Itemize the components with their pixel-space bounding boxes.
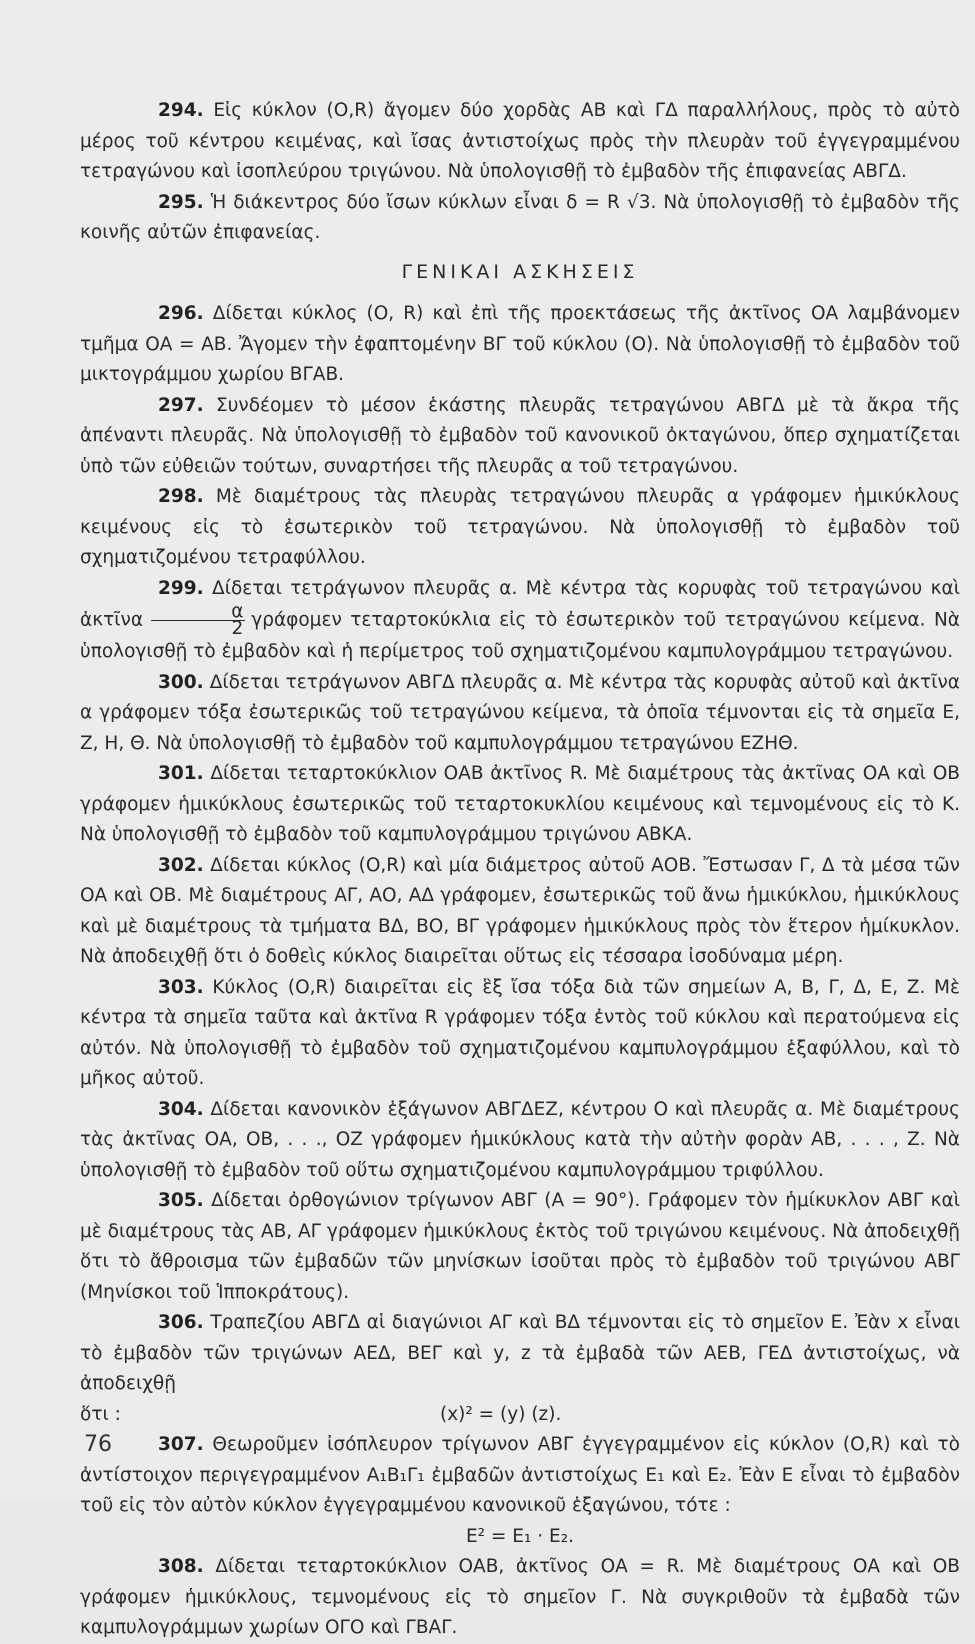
exercise-number: 297. (158, 394, 204, 416)
exercise-299 (80, 574, 960, 668)
exercise-number: 303. (158, 976, 204, 998)
exercise-text: γράφομεν τεταρτοκύκλια εἰς τὸ ἐσωτερικὸν τοῦ τετραγώνου κείμενα. Νὰ ὑπολογισθῇ τὸ ἐμβαδὸν καὶ ἡ περίμετρος τοῦ σχηματιζομένου καμπυλογράμμου τετραγώνου. (80, 609, 960, 662)
exercise-305 (80, 1186, 960, 1308)
exercise-number: 308. (158, 1556, 204, 1577)
exercise-text: Δίδεται κανονικὸν ἑξάγωνον ΑΒΓΔΕΖ, κέντρου Ο καὶ πλευρᾶς α. Μὲ διαμέτρους τὰς ἀκτῖνας ΟΑ, ΟΒ, . . ., ΟΖ γράφομεν ἡμικύκλους κατὰ τὴν αὐτὴν φορὰν ΑΒ, . . . , Ζ. Νὰ ὑπολογισθῇ τὸ ἐμβαδὸν τοῦ οὕτω σχηματιζομένου καμπυλογράμμου τριφύλλου. (80, 1098, 960, 1181)
exercise-303 (80, 973, 960, 1095)
exercise-number: 300. (158, 671, 204, 693)
exercise-number: 302. (158, 854, 204, 876)
exercise-301 (80, 759, 960, 851)
exercise-text: Ἡ διάκεντρος δύο ἴσων κύκλων εἶναι δ = R √3. Νὰ ὑπολογισθῇ τὸ ἐμβαδὸν τῆς κοινῆς αὐτῶν ἐπιφανείας. (80, 191, 960, 243)
exercise-text: Δίδεται τετράγωνον ΑΒΓΔ πλευρᾶς α. Μὲ κέντρα τὰς κορυφὰς αὐτοῦ καὶ ἀκτῖνα α γράφομεν τόξα ἐσωτερικῶς τοῦ τετραγώνου κείμενα, τὰ ὁποῖα τέμνονται εἰς τὰ σημεῖα Ε, Ζ, Η, Θ. Νὰ ὑπολογισθῇ τὸ ἐμβαδὸν τοῦ καμπυλογράμμου τετραγώνου ΕΖΗΘ. (80, 671, 960, 754)
exercise-number: 299. (158, 577, 204, 599)
formula-306 (80, 1400, 960, 1431)
exercise-text: Μὲ διαμέτρους τὰς πλευρὰς τετραγώνου πλευρᾶς α γράφομεν ἡμικύκλους κειμένους εἰς τὸ ἐσωτερικὸν τοῦ τετραγώνου. Νὰ ὑπολογισθῇ τὸ ἐμβαδὸν τοῦ σχηματιζομένου τετραφύλλου. (80, 486, 960, 568)
fraction-a-over-2 (151, 601, 245, 639)
formula-lead: ὅτι : (80, 1403, 121, 1425)
exercise-number: 294. (158, 100, 204, 121)
exercise-text: Συνδέομεν τὸ μέσον ἑκάστης πλευρᾶς τετραγώνου ΑΒΓΔ μὲ τὰ ἄκρα τῆς ἀπέναντι πλευρᾶς. Νὰ ὑπολογισθῇ τὸ ἐμβαδὸν τοῦ κανονικοῦ ὀκταγώνου, ὅπερ σχηματίζεται ὑπὸ τῶν εὐθειῶν τούτων, συναρτήσει τῆς πλευρᾶς α τοῦ τετραγώνου. (80, 394, 960, 477)
exercise-294 (80, 96, 960, 188)
exercise-296 (80, 299, 960, 391)
exercise-300 (80, 668, 960, 760)
exercise-number: 301. (158, 763, 204, 784)
exercise-number: 307. (158, 1434, 204, 1455)
page-content (80, 96, 960, 1644)
page-number: 76 (84, 1432, 112, 1457)
exercise-text: Δίδεται τετράγωνον πλευρᾶς α. Μὲ κέντρα τὰς κορυφὰς τοῦ τετραγώνου καὶ ἀκτῖνα (80, 577, 960, 631)
formula-expression: (x)² = (y) (z). (440, 1403, 562, 1425)
exercise-302 (80, 851, 960, 973)
exercise-text: Δίδεται τεταρτοκύκλιον ΟΑΒ ἀκτῖνος R. Μὲ διαμέτρους τὰς ἀκτῖνας ΟΑ καὶ ΟΒ γράφομεν ἡμικύκλους ἐσωτερικῶς τοῦ τεταρτοκυκλίου κειμένους καὶ τεμνομένους εἰς τὸ Κ. Νὰ ὑπολογισθῇ τὸ ἐμβαδὸν τοῦ καμπυλογράμμου τριγώνου ΑΒΚΑ. (80, 763, 960, 845)
exercise-number: 306. (158, 1312, 204, 1333)
fraction-denominator: 2 (151, 620, 245, 637)
exercise-text: Τραπεζίου ΑΒΓΔ αἱ διαγώνιοι ΑΓ καὶ ΒΔ τέμνονται εἰς τὸ σημεῖον Ε. Ἐὰν x εἶναι τὸ ἐμβαδὸν τῶν τριγώνων ΑΕΔ, ΒΕΓ καὶ y, z τὰ ἐμβαδὰ τῶν ΑΕΒ, ΓΕΔ ἀντιστοίχως, νὰ ἀποδειχθῇ (80, 1312, 961, 1394)
exercise-text: Δίδεται ὀρθογώνιον τρίγωνον ΑΒΓ (Α = 90°). Γράφομεν τὸν ἡμίκυκλον ΑΒΓ καὶ μὲ διαμέτρους τὰς ΑΒ, ΑΓ γράφομεν ἡμικύκλους ἐκτὸς τοῦ τριγώνου κειμένους. Νὰ ἀποδειχθῇ ὅτι τὸ ἄθροισμα τῶν ἐμβαδῶν τῶν μηνίσκων ἰσοῦται πρὸς τὸ ἐμβαδὸν τοῦ τριγώνου ΑΒΓ (Μηνίσκοι τοῦ Ἱπποκράτους). (80, 1190, 960, 1303)
exercise-304 (80, 1095, 960, 1187)
exercise-295 (80, 188, 960, 249)
formula-307: Ε² = Ε₁ · Ε₂. (465, 1525, 575, 1547)
exercise-text: Εἰς κύκλον (O,R) ἄγομεν δύο χορδὰς ΑΒ καὶ ΓΔ παραλλήλους, πρὸς τὸ αὐτὸ μέρος τοῦ κέντρου κειμένας, καὶ ἴσας ἀντιστοίχως πρὸς τὴν πλευρὰν τοῦ ἐγγεγραμμένου τετραγώνου καὶ ἰσοπλεύρου τριγώνου. Νὰ ὑπολογισθῇ τὸ ἐμβαδὸν τῆς ἐπιφανείας ΑΒΓΔ. (80, 100, 960, 182)
section-heading: ΓΕΝΙΚΑΙ ΑΣΚΗΣΕΙΣ (401, 260, 639, 283)
exercise-number: 298. (158, 486, 204, 507)
exercise-text: Δίδεται κύκλος (Ο, R) καὶ ἐπὶ τῆς προεκτάσεως τῆς ἀκτῖνος ΟΑ λαμβάνομεν τμῆμα ΟΑ = ΑΒ. Ἄγομεν τὴν ἐφαπτομένην ΒΓ τοῦ κύκλου (Ο). Νὰ ὑπολογισθῇ τὸ ἐμβαδὸν τοῦ μικτογράμμου χωρίου ΒΓΑΒ. (80, 303, 961, 385)
exercise-307 (80, 1430, 960, 1522)
exercise-number: 296. (158, 303, 204, 324)
exercise-text: Δίδεται κύκλος (Ο,R) καὶ μία διάμετρος αὐτοῦ ΑΟΒ. Ἔστωσαν Γ, Δ τὰ μέσα τῶν ΟΑ καὶ ΟΒ. Μὲ διαμέτρους ΑΓ, ΑΟ, ΑΔ γράφομεν, ἐσωτερικῶς τοῦ ἄνω ἡμικύκλου, ἡμικύκλους καὶ μὲ διαμέτρους τὰ τμήματα ΒΔ, ΒΟ, ΒΓ γράφομεν ἡμικύκλους πρὸς τὸν ἕτερον ἡμίκυκλον. Νὰ ἀποδειχθῇ ὅτι ὁ δοθεὶς κύκλος διαιρεῖται οὕτως εἰς τέσσαρα ἰσοδύναμα μέρη. (80, 854, 961, 967)
exercise-number: 295. (158, 191, 204, 213)
exercise-308 (80, 1552, 960, 1644)
exercise-306 (80, 1308, 960, 1400)
exercise-number: 304. (158, 1098, 204, 1120)
exercise-number: 305. (158, 1190, 204, 1211)
exercise-298 (80, 482, 960, 574)
exercise-297 (80, 391, 960, 483)
exercise-text: Δίδεται τεταρτοκύκλιον ΟΑΒ, ἀκτῖνος ΟΑ = R. Μὲ διαμέτρους ΟΑ καὶ ΟΒ γράφομεν ἡμικύκλους, τεμνομένους εἰς τὸ σημεῖον Γ. Νὰ συγκριθοῦν τὰ ἐμβαδὰ τῶν καμπυλογράμμων χωρίων ΟΓΟ καὶ ΓΒΑΓ. (80, 1556, 960, 1638)
exercise-text: Κύκλος (Ο,R) διαιρεῖται εἰς ἓξ ἴσα τόξα διὰ τῶν σημείων Α, Β, Γ, Δ, Ε, Ζ. Μὲ κέντρα τὰ σημεῖα ταῦτα καὶ ἀκτῖνα R γράφομεν τόξα ἐντὸς τοῦ κύκλου καὶ περατούμενα εἰς αὐτόν. Νὰ ὑπολογισθῇ τὸ ἐμβαδὸν τοῦ σχηματιζομένου καμπυλογράμμου ἑξαφύλλου, καὶ τὸ μῆκος αὐτοῦ. (80, 976, 960, 1089)
fraction-numerator: α (231, 601, 244, 622)
exercise-text: Θεωροῦμεν ἰσόπλευρον τρίγωνον ΑΒΓ ἐγγεγραμμένον εἰς κύκλον (Ο,R) καὶ τὸ ἀντίστοιχον περιγεγραμμένον Α₁Β₁Γ₁ ἐμβαδῶν ἀντιστοίχως Ε₁ καὶ Ε₂. Ἐὰν Ε εἶναι τὸ ἐμβαδὸν τοῦ εἰς τὸν αὐτὸν κύκλον ἐγγεγραμμένου κανονικοῦ ἑξαγώνου, τότε : (80, 1434, 960, 1516)
